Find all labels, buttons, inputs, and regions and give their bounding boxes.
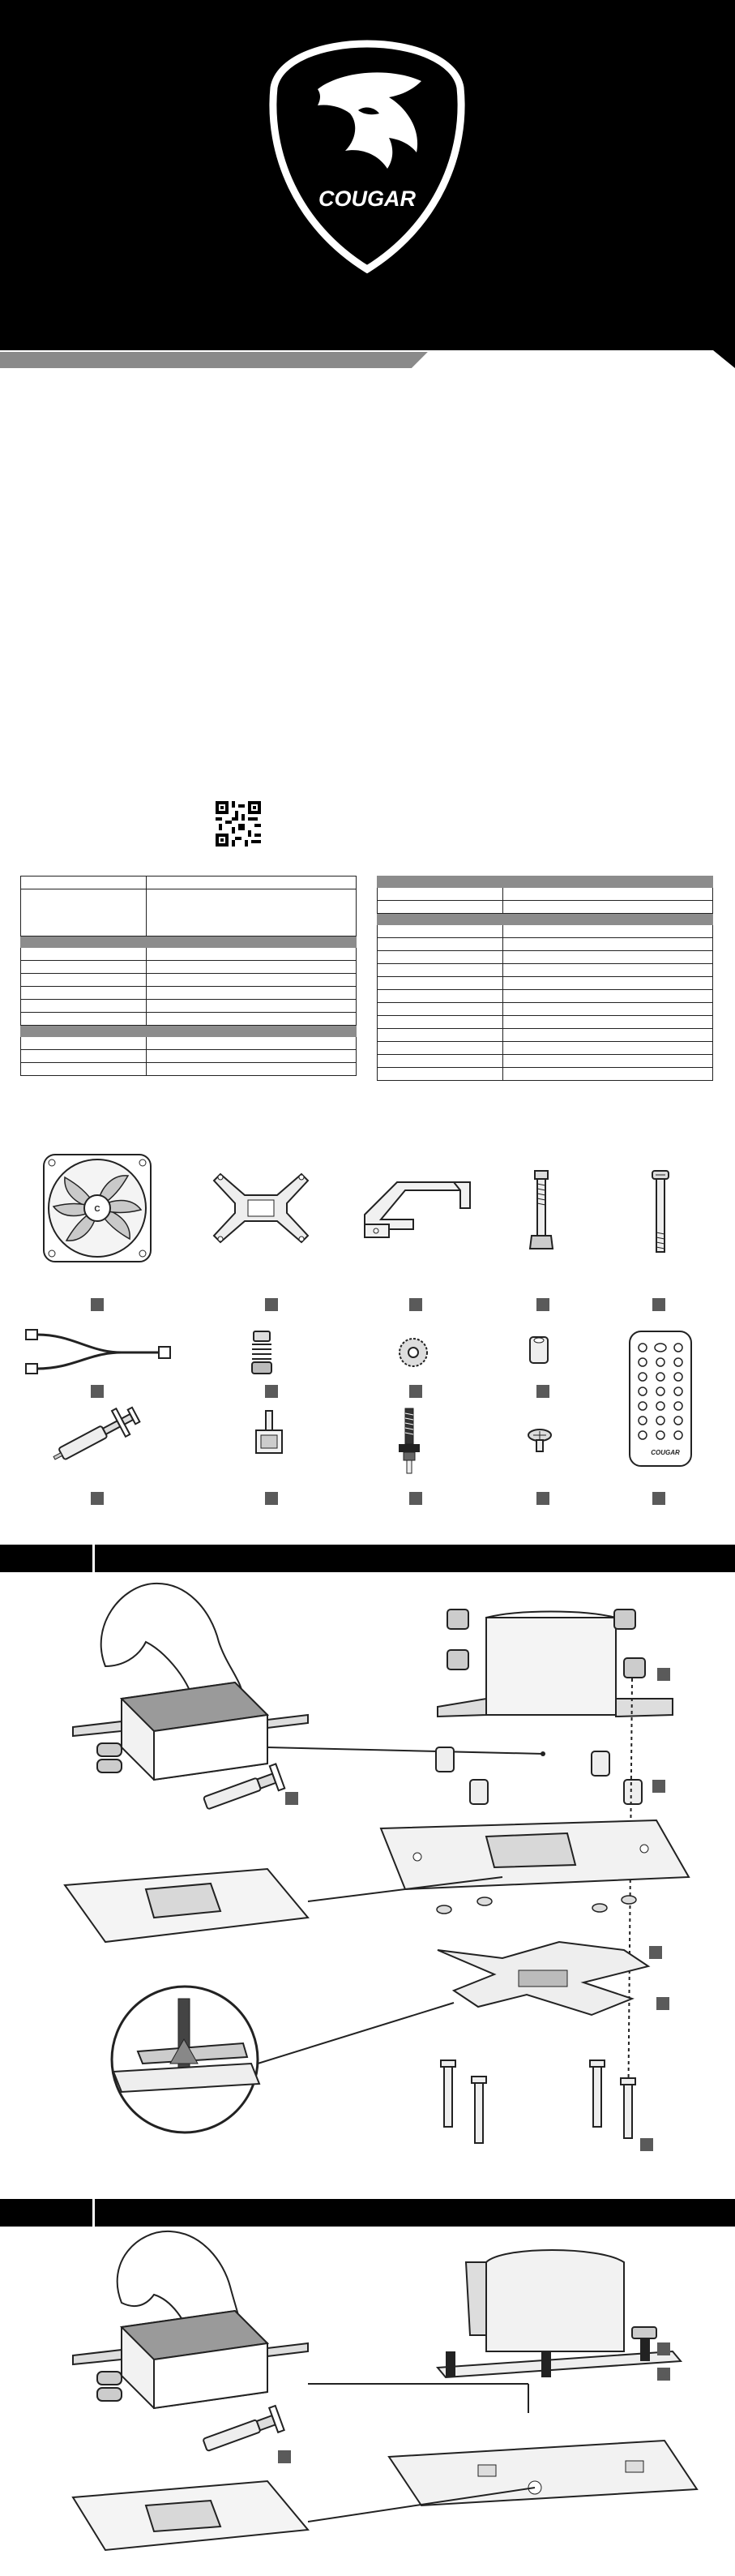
spec-table-right	[377, 876, 713, 1081]
table-row	[378, 990, 713, 1003]
table-row	[378, 1016, 713, 1029]
remote-brand-label: COUGAR	[651, 1449, 680, 1456]
washer-icon	[397, 1336, 429, 1369]
threaded-pin-icon	[397, 1407, 421, 1480]
step-number-badge	[278, 2450, 291, 2463]
table-row	[21, 1013, 357, 1026]
step-number-badge	[657, 1668, 670, 1681]
logo-wordmark: COUGAR	[318, 186, 416, 211]
item-number-badge	[652, 1492, 665, 1505]
section-divider	[92, 1545, 95, 1572]
item-number-badge	[409, 1492, 422, 1505]
table-row	[378, 977, 713, 990]
table-row	[378, 901, 713, 914]
spring-nut-icon	[247, 1330, 276, 1378]
table-row	[378, 925, 713, 938]
table-row	[21, 1037, 357, 1050]
item-number-badge	[536, 1385, 549, 1398]
table-row	[21, 1063, 357, 1076]
table-section-band	[378, 877, 713, 888]
step-number-badge	[649, 1946, 662, 1959]
table-row	[21, 987, 357, 1000]
step-number-badge	[285, 1792, 298, 1805]
table-row	[378, 888, 713, 901]
small-screw-icon	[525, 1427, 554, 1456]
header-edge	[713, 350, 735, 368]
spacer-icon	[528, 1334, 549, 1366]
splitter-cable-icon	[16, 1320, 178, 1385]
table-row	[378, 1055, 713, 1068]
step-number-badge	[657, 2342, 670, 2355]
table-section-band	[378, 914, 713, 925]
item-number-badge	[91, 1385, 104, 1398]
section-header-step-1	[0, 1545, 735, 1572]
item-number-badge	[536, 1298, 549, 1311]
table-row	[378, 938, 713, 951]
svg-text:C: C	[94, 1205, 100, 1214]
long-screw-icon	[644, 1168, 677, 1257]
installation-diagram-2	[0, 2230, 735, 2576]
step-number-badge	[656, 1997, 669, 2010]
step-number-badge	[640, 2138, 653, 2151]
remote-control-icon	[628, 1330, 693, 1468]
installation-diagram-1	[0, 1577, 735, 2193]
item-number-badge	[265, 1385, 278, 1398]
item-number-badge	[265, 1298, 278, 1311]
item-number-badge	[536, 1492, 549, 1505]
table-row	[21, 877, 357, 889]
thermal-paste-syringe-icon	[49, 1403, 146, 1468]
table-row	[378, 1042, 713, 1055]
spec-table-left	[20, 876, 357, 1076]
item-number-badge	[265, 1492, 278, 1505]
table-row	[378, 951, 713, 964]
cougar-logo	[267, 39, 467, 274]
item-number-badge	[409, 1385, 422, 1398]
item-number-badge	[652, 1298, 665, 1311]
table-row	[378, 1029, 713, 1042]
table-row	[21, 1000, 357, 1013]
retention-clip-icon	[357, 1168, 478, 1249]
item-number-badge	[91, 1298, 104, 1311]
qr-code-icon	[216, 801, 261, 847]
table-section-band	[21, 937, 357, 948]
mounting-bracket-icon	[212, 1159, 310, 1257]
table-row	[378, 964, 713, 977]
item-number-badge	[409, 1298, 422, 1311]
table-row	[21, 961, 357, 974]
table-row	[378, 1068, 713, 1081]
section-divider	[92, 2199, 95, 2227]
backplate-nut-icon	[253, 1409, 285, 1466]
table-row	[21, 974, 357, 987]
standoff-screw-icon	[525, 1168, 558, 1257]
table-row	[21, 948, 357, 961]
step-number-badge	[657, 2368, 670, 2381]
header-strip	[0, 350, 735, 368]
table-row	[378, 1003, 713, 1016]
table-row	[21, 889, 357, 937]
table-row	[21, 1050, 357, 1063]
item-number-badge	[91, 1492, 104, 1505]
section-header-step-2	[0, 2199, 735, 2227]
step-number-badge	[652, 1780, 665, 1793]
fan-icon	[41, 1151, 154, 1265]
table-section-band	[21, 1026, 357, 1037]
